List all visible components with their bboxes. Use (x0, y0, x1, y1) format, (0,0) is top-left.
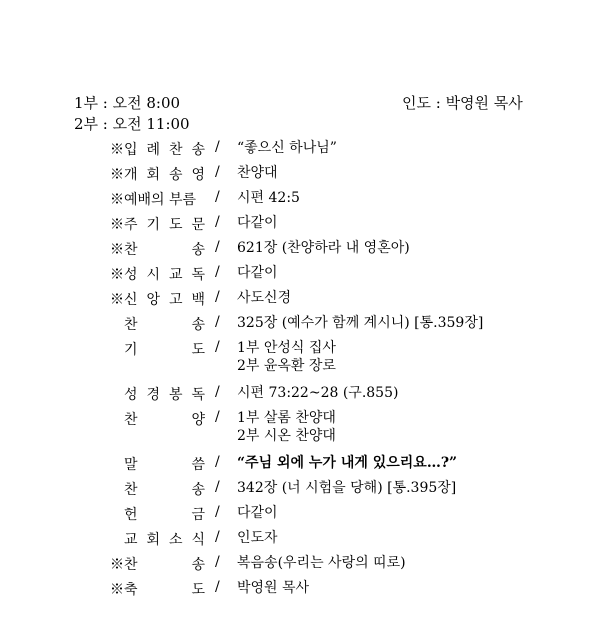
content-line: 인도자 (237, 530, 278, 546)
separator: / (215, 289, 220, 305)
content-line: “주님 외에 누가 내게 있으리요…?” (237, 455, 458, 471)
content-line: 1부 안성식 집사 (237, 340, 336, 356)
worship-item-content (237, 139, 337, 157)
content-line: 다같이 (237, 215, 278, 231)
content-line: 사도신경 (237, 290, 292, 306)
worship-item-label: ※축 도 (110, 582, 205, 598)
worship-row (0, 575, 600, 600)
worship-row (0, 500, 600, 525)
service-time-first: 1부 : 오전 8:00 (74, 94, 181, 112)
worship-row (0, 260, 600, 285)
worship-item-content (237, 409, 336, 445)
worship-item-label: ※개 회 송 영 (110, 167, 205, 183)
worship-row (0, 475, 600, 500)
separator: / (215, 554, 220, 570)
worship-item-content (237, 239, 410, 257)
worship-item-label: 교 회 소 식 (124, 532, 205, 548)
worship-row (0, 450, 600, 475)
service-time-second: 2부 : 오전 11:00 (74, 115, 190, 133)
worship-row (0, 335, 600, 380)
worship-row (0, 185, 600, 210)
content-line: 325장 (예수가 함께 계시니) [통.359장] (237, 315, 484, 331)
worship-row (0, 160, 600, 185)
content-line: 다같이 (237, 505, 278, 521)
worship-row (0, 405, 600, 450)
content-line: 621장 (찬양하라 내 영혼아) (237, 240, 410, 256)
worship-item-content (237, 214, 278, 232)
worship-item-content (237, 289, 291, 307)
content-line: 2부 윤옥환 장로 (237, 358, 336, 374)
worship-row (0, 285, 600, 310)
worship-item-content (237, 314, 483, 332)
separator: / (215, 189, 220, 205)
content-line: 1부 살롬 찬양대 (237, 410, 336, 426)
content-line: 시편 73:22~28 (구.855) (237, 385, 399, 401)
worship-item-content (237, 479, 456, 497)
content-line: 342장 (너 시험을 당해) [통.395장] (237, 480, 457, 496)
worship-item-label: ※찬 송 (110, 557, 205, 573)
separator: / (215, 454, 220, 470)
worship-item-content (237, 164, 278, 182)
worship-item-label: ※신 앙 고 백 (110, 292, 205, 308)
worship-item-label: ※입 례 찬 송 (110, 142, 205, 158)
worship-row (0, 310, 600, 335)
worship-item-label: 찬 송 (124, 482, 205, 498)
separator: / (215, 339, 220, 355)
content-line: 박영원 목사 (237, 580, 310, 596)
separator: / (215, 139, 220, 155)
content-line: 시편 42:5 (237, 190, 300, 206)
separator: / (215, 384, 220, 400)
worship-item-label: 찬 양 (124, 412, 205, 428)
worship-row (0, 135, 600, 160)
worship-item-content (237, 529, 278, 547)
worship-item-label: 성 경 봉 독 (124, 387, 205, 403)
content-line: “좋으신 하나님” (237, 140, 337, 156)
worship-row (0, 550, 600, 575)
separator: / (215, 239, 220, 255)
worship-item-label: ※성 시 교 독 (110, 267, 205, 283)
separator: / (215, 264, 220, 280)
worship-leader: 인도 : 박영원 목사 (402, 94, 523, 112)
worship-item-content (237, 554, 406, 572)
worship-row (0, 380, 600, 405)
worship-item-label: ※주 기 도 문 (110, 217, 205, 233)
worship-item-label: ※예배의 부름 (110, 192, 197, 208)
worship-row (0, 210, 600, 235)
worship-item-content (237, 339, 336, 375)
content-line: 2부 시온 찬양대 (237, 428, 336, 444)
worship-item-content (237, 189, 300, 207)
worship-item-label: 말 씀 (124, 457, 205, 473)
content-line: 다같이 (237, 265, 278, 281)
separator: / (215, 529, 220, 545)
worship-item-content (237, 454, 457, 472)
content-line: 찬양대 (237, 165, 278, 181)
worship-row (0, 525, 600, 550)
separator: / (215, 479, 220, 495)
worship-item-content (237, 579, 309, 597)
separator: / (215, 164, 220, 180)
worship-item-content (237, 384, 398, 402)
separator: / (215, 214, 220, 230)
worship-item-label: 기 도 (124, 342, 205, 358)
separator: / (215, 314, 220, 330)
worship-item-label: ※찬 송 (110, 242, 205, 258)
order-of-worship (0, 135, 600, 600)
worship-row (0, 235, 600, 260)
separator: / (215, 579, 220, 595)
separator: / (215, 409, 220, 425)
separator: / (215, 504, 220, 520)
worship-item-content (237, 264, 278, 282)
content-line: 복음송(우리는 사랑의 띠로) (237, 555, 406, 571)
worship-item-label: 헌 금 (124, 507, 205, 523)
worship-item-label: 찬 송 (124, 317, 205, 333)
worship-item-content (237, 504, 278, 522)
